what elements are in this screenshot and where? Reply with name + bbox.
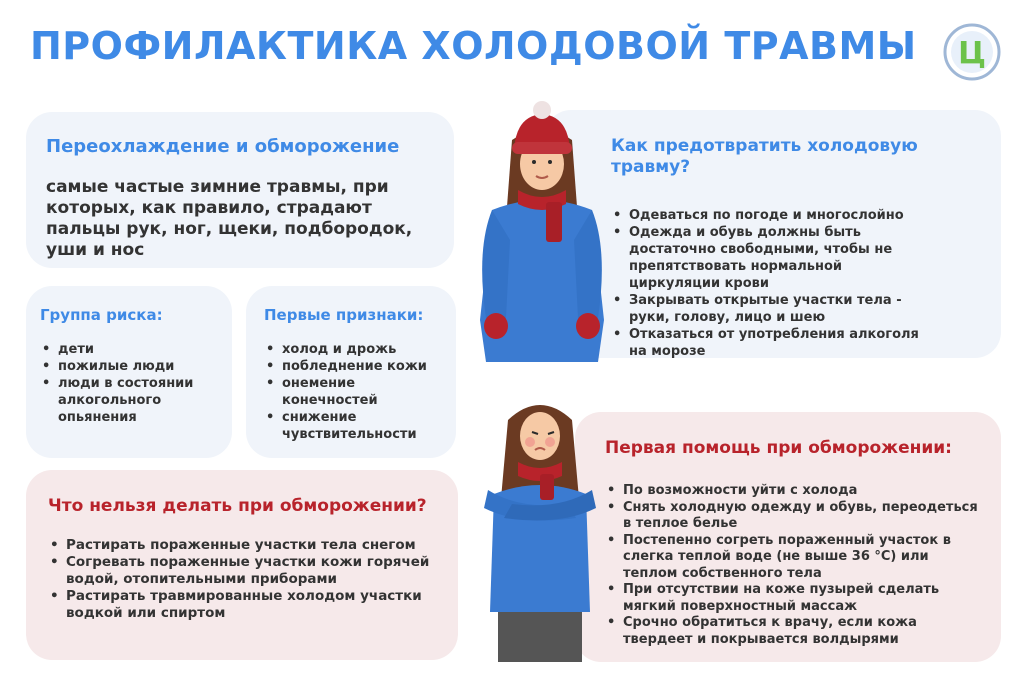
- prevention-heading: Как предотвратить холодовую травму?: [611, 136, 918, 178]
- hypothermia-heading: Переохлаждение и обморожение: [46, 136, 400, 157]
- first-aid-card: [575, 412, 1001, 662]
- page-title: ПРОФИЛАКТИКА ХОЛОДОВОЙ ТРАВМЫ: [30, 24, 917, 68]
- prevention-card: [545, 110, 1001, 358]
- dont-do-list: [48, 537, 436, 622]
- list-item: • Растирать пораженные участки тела снегом: [48, 537, 436, 554]
- hypothermia-card: [26, 112, 454, 268]
- list-item: • побледнение кожи: [264, 358, 438, 375]
- list-item: • онемение конечностей: [264, 375, 438, 409]
- list-item: • Одежда и обувь должны быть достаточно свободными, чтобы не препятствовать нормальной циркуляции крови: [611, 224, 937, 292]
- list-item: • Растирать травмированные холодом участки водкой или спиртом: [48, 588, 436, 622]
- prevention-list: [611, 207, 937, 360]
- warm-woman-illustration: [472, 100, 612, 362]
- risk-group-heading: Группа риска:: [40, 306, 163, 324]
- cold-woman-illustration: [480, 390, 600, 662]
- ц-logo-icon: [942, 22, 1002, 82]
- list-item: • При отсутствии на коже пузырей сделать мягкий поверхностный массаж: [605, 582, 983, 615]
- list-item: • Постепенно согреть пораженный участок в слегка теплой воде (не выше 36 °С) или теплом собственного тела: [605, 533, 983, 583]
- list-item: • Срочно обратиться к врачу, если кожа твердеет и покрывается волдырями: [605, 615, 983, 648]
- first-signs-heading: Первые признаки:: [264, 306, 424, 324]
- logo-letter: Ц: [958, 36, 986, 71]
- first-aid-list: [605, 483, 983, 648]
- list-item: • дети: [40, 341, 218, 358]
- list-item: • По возможности уйти с холода: [605, 483, 983, 500]
- list-item: • пожилые люди: [40, 358, 218, 375]
- first-signs-list: [264, 341, 438, 443]
- list-item: • люди в состоянии алкогольного опьянения: [40, 375, 218, 426]
- list-item: • Согревать пораженные участки кожи горячей водой, отопительными приборами: [48, 554, 436, 588]
- list-item: • Отказаться от употребления алкоголя на морозе: [611, 326, 937, 360]
- dont-do-card: [26, 470, 458, 660]
- dont-do-heading: Что нельзя делать при обморожении?: [48, 496, 427, 516]
- list-item: • Одеваться по погоде и многослойно: [611, 207, 937, 224]
- list-item: • снижение чувствительности: [264, 409, 438, 443]
- first-aid-heading: Первая помощь при обморожении:: [605, 438, 952, 458]
- risk-group-card: [26, 286, 232, 458]
- list-item: • Закрывать открытые участки тела - руки, голову, лицо и шею: [611, 292, 937, 326]
- first-signs-card: [246, 286, 456, 458]
- list-item: • Снять холодную одежду и обувь, переодеться в теплое белье: [605, 500, 983, 533]
- hypothermia-text: самые частые зимние травмы, при которых, как правило, страдают пальцы рук, ног, щеки, подбородок, уши и нос: [46, 176, 413, 260]
- list-item: • холод и дрожь: [264, 341, 438, 358]
- risk-group-list: [40, 341, 218, 426]
